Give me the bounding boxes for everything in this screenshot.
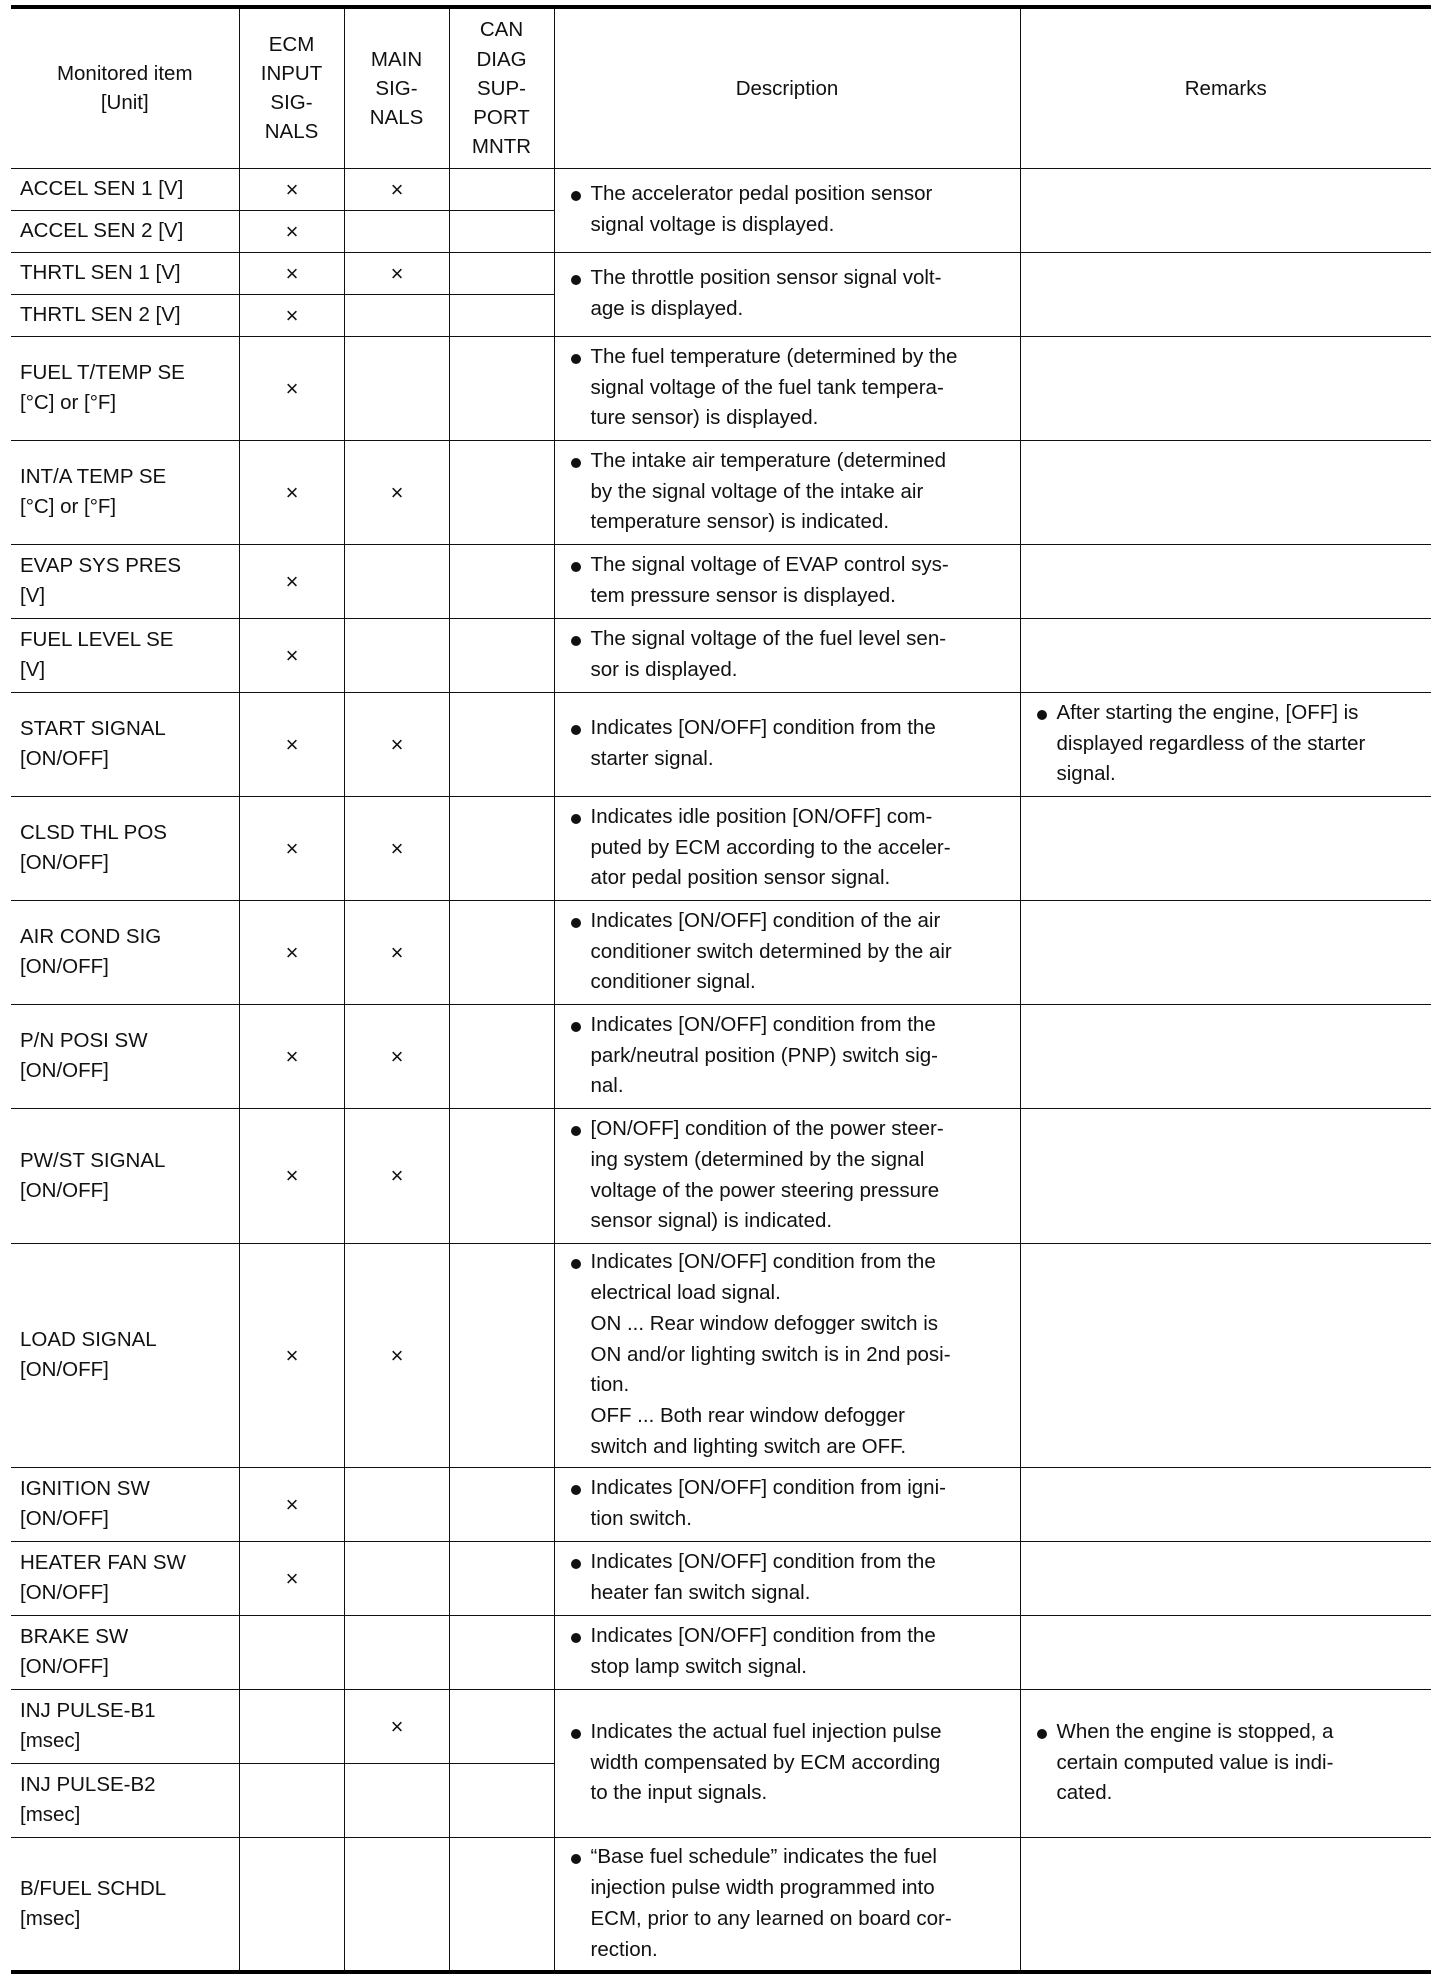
bullet-item: Indicates [ON/OFF] condition from igni- tion switch. <box>564 1473 1012 1535</box>
bullet-item: [ON/OFF] condition of the power steer- ing system (determined by the signal voltage of the power steering pressure sensor signal) is indicated. <box>564 1114 1012 1237</box>
ecm-input-mark: × <box>239 252 344 294</box>
ecm-input-mark: × <box>239 900 344 1004</box>
item-heater-fan-sw: HEATER FAN SW [ON/OFF] <box>11 1541 239 1615</box>
table-row <box>11 692 1431 796</box>
description-b-fuel-schdl <box>554 1837 1020 1972</box>
item-ignition-sw: IGNITION SW [ON/OFF] <box>11 1467 239 1541</box>
main-signal-mark <box>344 1467 449 1541</box>
ecm-input-mark: × <box>239 1243 344 1467</box>
remarks-start-signal <box>1020 692 1431 796</box>
bullet-item: Indicates [ON/OFF] condition from the electrical load signal. ON ... Rear window defogger switch is ON and/or lighting switch is in 2nd posi- tion. OFF ... Both rear window defogger switch and lighting switch are OFF. <box>564 1247 1012 1462</box>
header-monitored-item: Monitored item [Unit] <box>11 7 239 168</box>
header-row <box>11 7 1431 168</box>
ecm-input-mark: × <box>239 1541 344 1615</box>
description-thrtl-sen <box>554 252 1020 336</box>
description-air-cond-sig <box>554 900 1020 1004</box>
can-diag-mark <box>449 1467 554 1541</box>
table-row <box>11 336 1431 440</box>
main-signal-mark <box>344 618 449 692</box>
ecm-input-mark: × <box>239 210 344 252</box>
can-diag-mark <box>449 796 554 900</box>
ecm-input-mark <box>239 1689 344 1763</box>
ecm-input-mark: × <box>239 1004 344 1108</box>
remarks-heater-fan-sw <box>1020 1541 1431 1615</box>
table-row <box>11 1615 1431 1689</box>
bullet-item: Indicates idle position [ON/OFF] com- puted by ECM according to the acceler- ator pedal position sensor signal. <box>564 802 1012 894</box>
table-row <box>11 1004 1431 1108</box>
table-row <box>11 1108 1431 1243</box>
header-description: Description <box>554 7 1020 168</box>
main-signal-mark: × <box>344 252 449 294</box>
item-thrtl-sen-1: THRTL SEN 1 [V] <box>11 252 239 294</box>
can-diag-mark <box>449 1763 554 1837</box>
can-diag-mark <box>449 336 554 440</box>
bullet-item: Indicates [ON/OFF] condition from the park/neutral position (PNP) switch sig- nal. <box>564 1010 1012 1102</box>
remarks-evap-sys-pres <box>1020 544 1431 618</box>
can-diag-mark <box>449 1689 554 1763</box>
remarks-fuel-t-temp-se <box>1020 336 1431 440</box>
description-int-a-temp-se <box>554 440 1020 544</box>
ecm-input-mark: × <box>239 168 344 210</box>
ecm-input-mark: × <box>239 796 344 900</box>
main-signal-mark: × <box>344 1689 449 1763</box>
item-air-cond-sig: AIR COND SIG [ON/OFF] <box>11 900 239 1004</box>
table-row <box>11 440 1431 544</box>
page <box>11 5 1431 1974</box>
ecm-input-mark <box>239 1763 344 1837</box>
bullet-item: The signal voltage of EVAP control sys- tem pressure sensor is displayed. <box>564 550 1012 612</box>
monitor-item-table <box>11 5 1431 1974</box>
can-diag-mark <box>449 1837 554 1972</box>
table-row <box>11 1837 1431 1972</box>
description-load-signal <box>554 1243 1020 1467</box>
main-signal-mark <box>344 1541 449 1615</box>
remarks-b-fuel-schdl <box>1020 1837 1431 1972</box>
table-row <box>11 1541 1431 1615</box>
ecm-input-mark: × <box>239 544 344 618</box>
bullet-item: Indicates [ON/OFF] condition from the heater fan switch signal. <box>564 1547 1012 1609</box>
ecm-input-mark: × <box>239 294 344 336</box>
item-inj-pulse-b2: INJ PULSE-B2 [msec] <box>11 1763 239 1837</box>
item-accel-sen-1: ACCEL SEN 1 [V] <box>11 168 239 210</box>
item-brake-sw: BRAKE SW [ON/OFF] <box>11 1615 239 1689</box>
can-diag-mark <box>449 1541 554 1615</box>
can-diag-mark <box>449 900 554 1004</box>
ecm-input-mark: × <box>239 1108 344 1243</box>
description-accel-sen <box>554 168 1020 252</box>
can-diag-mark <box>449 692 554 796</box>
description-fuel-t-temp-se <box>554 336 1020 440</box>
bullet-item: “Base fuel schedule” indicates the fuel injection pulse width programmed into ECM, prior to any learned on board cor- rection. <box>564 1842 1012 1965</box>
ecm-input-mark <box>239 1615 344 1689</box>
header-can-diag-support-mntr: CAN DIAG SUP- PORT MNTR <box>449 7 554 168</box>
remarks-load-signal <box>1020 1243 1431 1467</box>
main-signal-mark <box>344 1763 449 1837</box>
description-heater-fan-sw <box>554 1541 1020 1615</box>
description-pw-st-signal <box>554 1108 1020 1243</box>
ecm-input-mark: × <box>239 618 344 692</box>
item-thrtl-sen-2: THRTL SEN 2 [V] <box>11 294 239 336</box>
table-row <box>11 900 1431 1004</box>
bullet-item: Indicates [ON/OFF] condition from the stop lamp switch signal. <box>564 1621 1012 1683</box>
main-signal-mark <box>344 336 449 440</box>
bullet-item: Indicates the actual fuel injection pulse width compensated by ECM according to the input signals. <box>564 1717 1012 1809</box>
can-diag-mark <box>449 1243 554 1467</box>
item-start-signal: START SIGNAL [ON/OFF] <box>11 692 239 796</box>
item-p-n-posi-sw: P/N POSI SW [ON/OFF] <box>11 1004 239 1108</box>
bullet-item: Indicates [ON/OFF] condition of the air conditioner switch determined by the air conditioner signal. <box>564 906 1012 998</box>
main-signal-mark: × <box>344 900 449 1004</box>
bullet-item: After starting the engine, [OFF] is displayed regardless of the starter signal. <box>1030 698 1424 790</box>
item-b-fuel-schdl: B/FUEL SCHDL [msec] <box>11 1837 239 1972</box>
item-accel-sen-2: ACCEL SEN 2 [V] <box>11 210 239 252</box>
bullet-item: The intake air temperature (determined by the signal voltage of the intake air temperature sensor) is indicated. <box>564 446 1012 538</box>
description-ignition-sw <box>554 1467 1020 1541</box>
ecm-input-mark: × <box>239 692 344 796</box>
header-main-signals: MAIN SIG- NALS <box>344 7 449 168</box>
can-diag-mark <box>449 210 554 252</box>
item-fuel-t-temp-se: FUEL T/TEMP SE [°C] or [°F] <box>11 336 239 440</box>
bullet-item: When the engine is stopped, a certain computed value is indi- cated. <box>1030 1717 1424 1809</box>
description-inj-pulse <box>554 1689 1020 1837</box>
table-row <box>11 544 1431 618</box>
table-row <box>11 1689 1431 1763</box>
item-clsd-thl-pos: CLSD THL POS [ON/OFF] <box>11 796 239 900</box>
can-diag-mark <box>449 1615 554 1689</box>
item-fuel-level-se: FUEL LEVEL SE [V] <box>11 618 239 692</box>
bullet-item: The fuel temperature (determined by the signal voltage of the fuel tank tempera- ture sensor) is displayed. <box>564 342 1012 434</box>
remarks-brake-sw <box>1020 1615 1431 1689</box>
main-signal-mark: × <box>344 692 449 796</box>
description-fuel-level-se <box>554 618 1020 692</box>
main-signal-mark: × <box>344 1243 449 1467</box>
can-diag-mark <box>449 1108 554 1243</box>
bullet-item: The throttle position sensor signal volt- age is displayed. <box>564 263 1012 325</box>
ecm-input-mark: × <box>239 440 344 544</box>
table-row <box>11 1243 1431 1467</box>
remarks-air-cond-sig <box>1020 900 1431 1004</box>
bullet-item: Indicates [ON/OFF] condition from the starter signal. <box>564 713 1012 775</box>
ecm-input-mark: × <box>239 1467 344 1541</box>
main-signal-mark: × <box>344 168 449 210</box>
description-evap-sys-pres <box>554 544 1020 618</box>
table-row <box>11 1467 1431 1541</box>
ecm-input-mark: × <box>239 336 344 440</box>
remarks-inj-pulse <box>1020 1689 1431 1837</box>
table-row <box>11 168 1431 210</box>
description-p-n-posi-sw <box>554 1004 1020 1108</box>
main-signal-mark <box>344 1615 449 1689</box>
main-signal-mark: × <box>344 796 449 900</box>
can-diag-mark <box>449 440 554 544</box>
remarks-ignition-sw <box>1020 1467 1431 1541</box>
item-load-signal: LOAD SIGNAL [ON/OFF] <box>11 1243 239 1467</box>
can-diag-mark <box>449 294 554 336</box>
table-row <box>11 796 1431 900</box>
item-int-a-temp-se: INT/A TEMP SE [°C] or [°F] <box>11 440 239 544</box>
main-signal-mark <box>344 294 449 336</box>
can-diag-mark <box>449 168 554 210</box>
can-diag-mark <box>449 618 554 692</box>
description-brake-sw <box>554 1615 1020 1689</box>
description-clsd-thl-pos <box>554 796 1020 900</box>
item-inj-pulse-b1: INJ PULSE-B1 [msec] <box>11 1689 239 1763</box>
remarks-thrtl-sen <box>1020 252 1431 336</box>
remarks-accel-sen <box>1020 168 1431 252</box>
remarks-pw-st-signal <box>1020 1108 1431 1243</box>
item-pw-st-signal: PW/ST SIGNAL [ON/OFF] <box>11 1108 239 1243</box>
can-diag-mark <box>449 544 554 618</box>
main-signal-mark <box>344 544 449 618</box>
remarks-fuel-level-se <box>1020 618 1431 692</box>
remarks-clsd-thl-pos <box>1020 796 1431 900</box>
main-signal-mark <box>344 210 449 252</box>
can-diag-mark <box>449 1004 554 1108</box>
remarks-p-n-posi-sw <box>1020 1004 1431 1108</box>
ecm-input-mark <box>239 1837 344 1972</box>
header-remarks: Remarks <box>1020 7 1431 168</box>
can-diag-mark <box>449 252 554 294</box>
header-ecm-input-signals: ECM INPUT SIG- NALS <box>239 7 344 168</box>
main-signal-mark: × <box>344 1004 449 1108</box>
description-start-signal <box>554 692 1020 796</box>
table-row <box>11 618 1431 692</box>
main-signal-mark <box>344 1837 449 1972</box>
remarks-int-a-temp-se <box>1020 440 1431 544</box>
table-row <box>11 252 1431 294</box>
main-signal-mark: × <box>344 1108 449 1243</box>
bullet-item: The accelerator pedal position sensor signal voltage is displayed. <box>564 179 1012 241</box>
main-signal-mark: × <box>344 440 449 544</box>
bullet-item: The signal voltage of the fuel level sen- sor is displayed. <box>564 624 1012 686</box>
item-evap-sys-pres: EVAP SYS PRES [V] <box>11 544 239 618</box>
